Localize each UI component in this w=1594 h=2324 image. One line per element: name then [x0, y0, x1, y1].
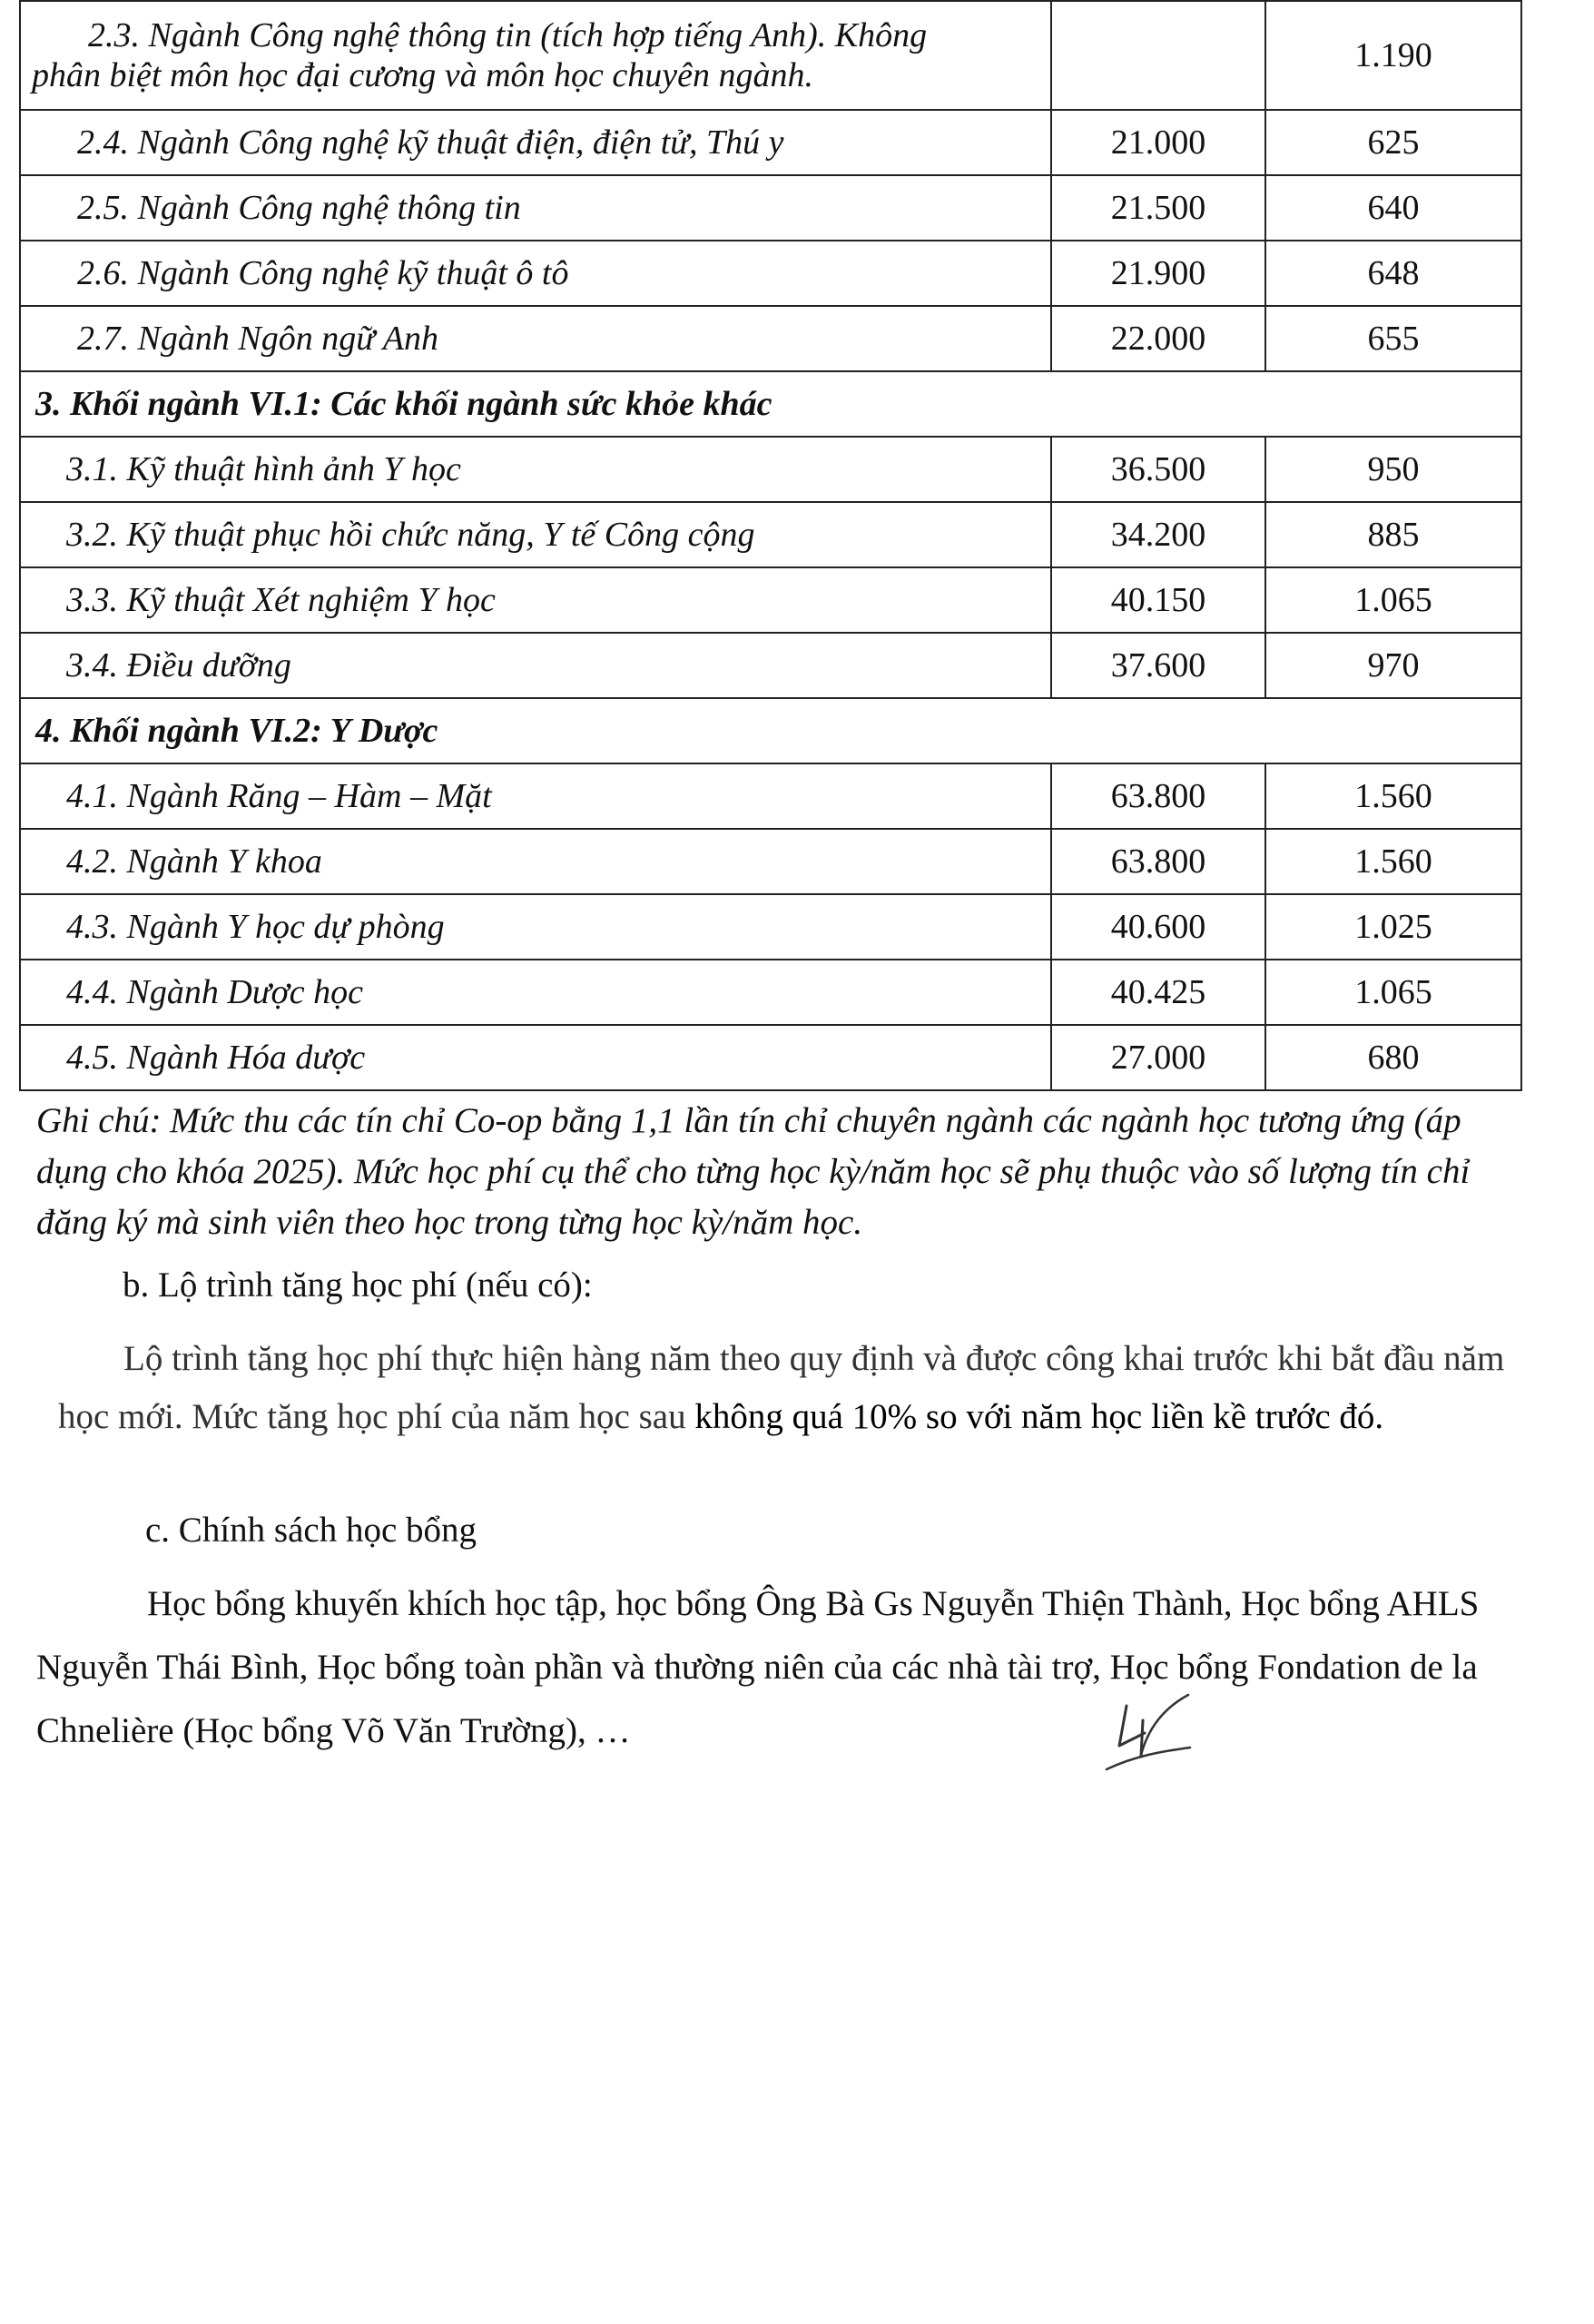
- table-row: [20, 1025, 1521, 1090]
- section-row: [20, 698, 1521, 763]
- row-credit-fee: 63.800: [1051, 763, 1265, 829]
- row-credit-fee: 21.500: [1051, 175, 1265, 241]
- row-credit-fee: 21.900: [1051, 241, 1265, 306]
- row-credit-fee: 21.000: [1051, 110, 1265, 175]
- row-name: 3.2. Kỹ thuật phục hồi chức năng, Y tế Công cộng: [20, 502, 1051, 567]
- section-c-paragraph: Học bổng khuyến khích học tập, học bổng Ông Bà Gs Nguyễn Thiện Thành, Học bổng AHLS Nguyễn Thái Bình, Học bổng toàn phần và thường niên của các nhà tài trợ, Học bổng Fondation de la Chnelière (Học bổng Võ Văn Trường), …: [36, 1584, 1480, 1750]
- row-tuition: 950: [1265, 437, 1521, 502]
- row-name: 4.2. Ngành Y khoa: [20, 829, 1051, 894]
- section-row: [20, 371, 1521, 437]
- row-tuition: 625: [1265, 110, 1521, 175]
- table-row: [20, 306, 1521, 371]
- row-name-line2: phân biệt môn học đại cương và môn học chuyên ngành.: [32, 56, 813, 94]
- row-credit-fee: 22.000: [1051, 306, 1265, 371]
- table-row: [20, 829, 1521, 894]
- table-row: [20, 633, 1521, 698]
- row-tuition: 1.560: [1265, 829, 1521, 894]
- row-credit-fee: 40.150: [1051, 567, 1265, 633]
- table-row: [20, 502, 1521, 567]
- section-b-heading: b. Lộ trình tăng học phí (nếu có):: [123, 1265, 593, 1305]
- tuition-table: [19, 0, 1522, 1091]
- table-row: [20, 894, 1521, 960]
- row-tuition: 640: [1265, 175, 1521, 241]
- section-c-heading: c. Chính sách học bổng: [145, 1511, 477, 1550]
- row-credit-fee: 40.600: [1051, 894, 1265, 960]
- table-row: [20, 960, 1521, 1025]
- row-credit-fee: 37.600: [1051, 633, 1265, 698]
- row-name: 4.5. Ngành Hóa dược: [20, 1025, 1051, 1090]
- row-tuition: 885: [1265, 502, 1521, 567]
- table-row: [20, 437, 1521, 502]
- row-name: 2.7. Ngành Ngôn ngữ Anh: [20, 306, 1051, 371]
- section-b-text-part2: không quá 10% so với năm học liền kề trước đó.: [694, 1397, 1384, 1436]
- row-credit-fee: [1051, 1, 1265, 110]
- row-tuition: 1.025: [1265, 894, 1521, 960]
- signature-mark: [1101, 1691, 1201, 1777]
- table-row: [20, 1, 1521, 110]
- row-name: 2.6. Ngành Công nghệ kỹ thuật ô tô: [20, 241, 1051, 306]
- row-credit-fee: 34.200: [1051, 502, 1265, 567]
- row-tuition: 655: [1265, 306, 1521, 371]
- row-name: 3.3. Kỹ thuật Xét nghiệm Y học: [20, 567, 1051, 633]
- table-row: [20, 241, 1521, 306]
- row-tuition: 1.560: [1265, 763, 1521, 829]
- row-tuition: 1.065: [1265, 960, 1521, 1025]
- row-credit-fee: 36.500: [1051, 437, 1265, 502]
- table-row: [20, 567, 1521, 633]
- row-name: 2.4. Ngành Công nghệ kỹ thuật điện, điện tử, Thú y: [20, 110, 1051, 175]
- row-name: 3.1. Kỹ thuật hình ảnh Y học: [20, 437, 1051, 502]
- row-tuition: 1.065: [1265, 567, 1521, 633]
- row-tuition: 648: [1265, 241, 1521, 306]
- section-heading: 4. Khối ngành VI.2: Y Dược: [20, 698, 1521, 763]
- row-name-line1: 2.3. Ngành Công nghệ thông tin (tích hợp tiếng Anh). Không: [88, 16, 928, 54]
- row-credit-fee: 63.800: [1051, 829, 1265, 894]
- row-tuition: 970: [1265, 633, 1521, 698]
- row-name: 2.5. Ngành Công nghệ thông tin: [20, 175, 1051, 241]
- table-note: Ghi chú: Mức thu các tín chỉ Co-op bằng 1,1 lần tín chỉ chuyên ngành các ngành học tương ứng (áp dụng cho khóa 2025). Mức học phí cụ thể cho từng học kỳ/năm học sẽ phụ thuộc vào số lượng tín chỉ đăng ký mà sinh viên theo học trong từng học kỳ/năm học.: [36, 1101, 1471, 1242]
- table-row: [20, 110, 1521, 175]
- row-credit-fee: 40.425: [1051, 960, 1265, 1025]
- table-row: [20, 175, 1521, 241]
- row-tuition: 680: [1265, 1025, 1521, 1090]
- section-heading: 3. Khối ngành VI.1: Các khối ngành sức khỏe khác: [20, 371, 1521, 437]
- row-name: [20, 1, 1051, 110]
- row-name: 4.3. Ngành Y học dự phòng: [20, 894, 1051, 960]
- table-row: [20, 763, 1521, 829]
- section-b-paragraph: [58, 1330, 1520, 1446]
- row-tuition: 1.190: [1265, 1, 1521, 110]
- row-name: 4.1. Ngành Răng – Hàm – Mặt: [20, 763, 1051, 829]
- row-name: 4.4. Ngành Dược học: [20, 960, 1051, 1025]
- row-credit-fee: 27.000: [1051, 1025, 1265, 1090]
- row-name: 3.4. Điều dưỡng: [20, 633, 1051, 698]
- section-b-text-part1: Lộ trình tăng học phí thực hiện hàng năm theo quy định và được công khai trước khi bắt đầu năm học mới. Mức tăng học phí của năm học sau: [58, 1339, 1505, 1436]
